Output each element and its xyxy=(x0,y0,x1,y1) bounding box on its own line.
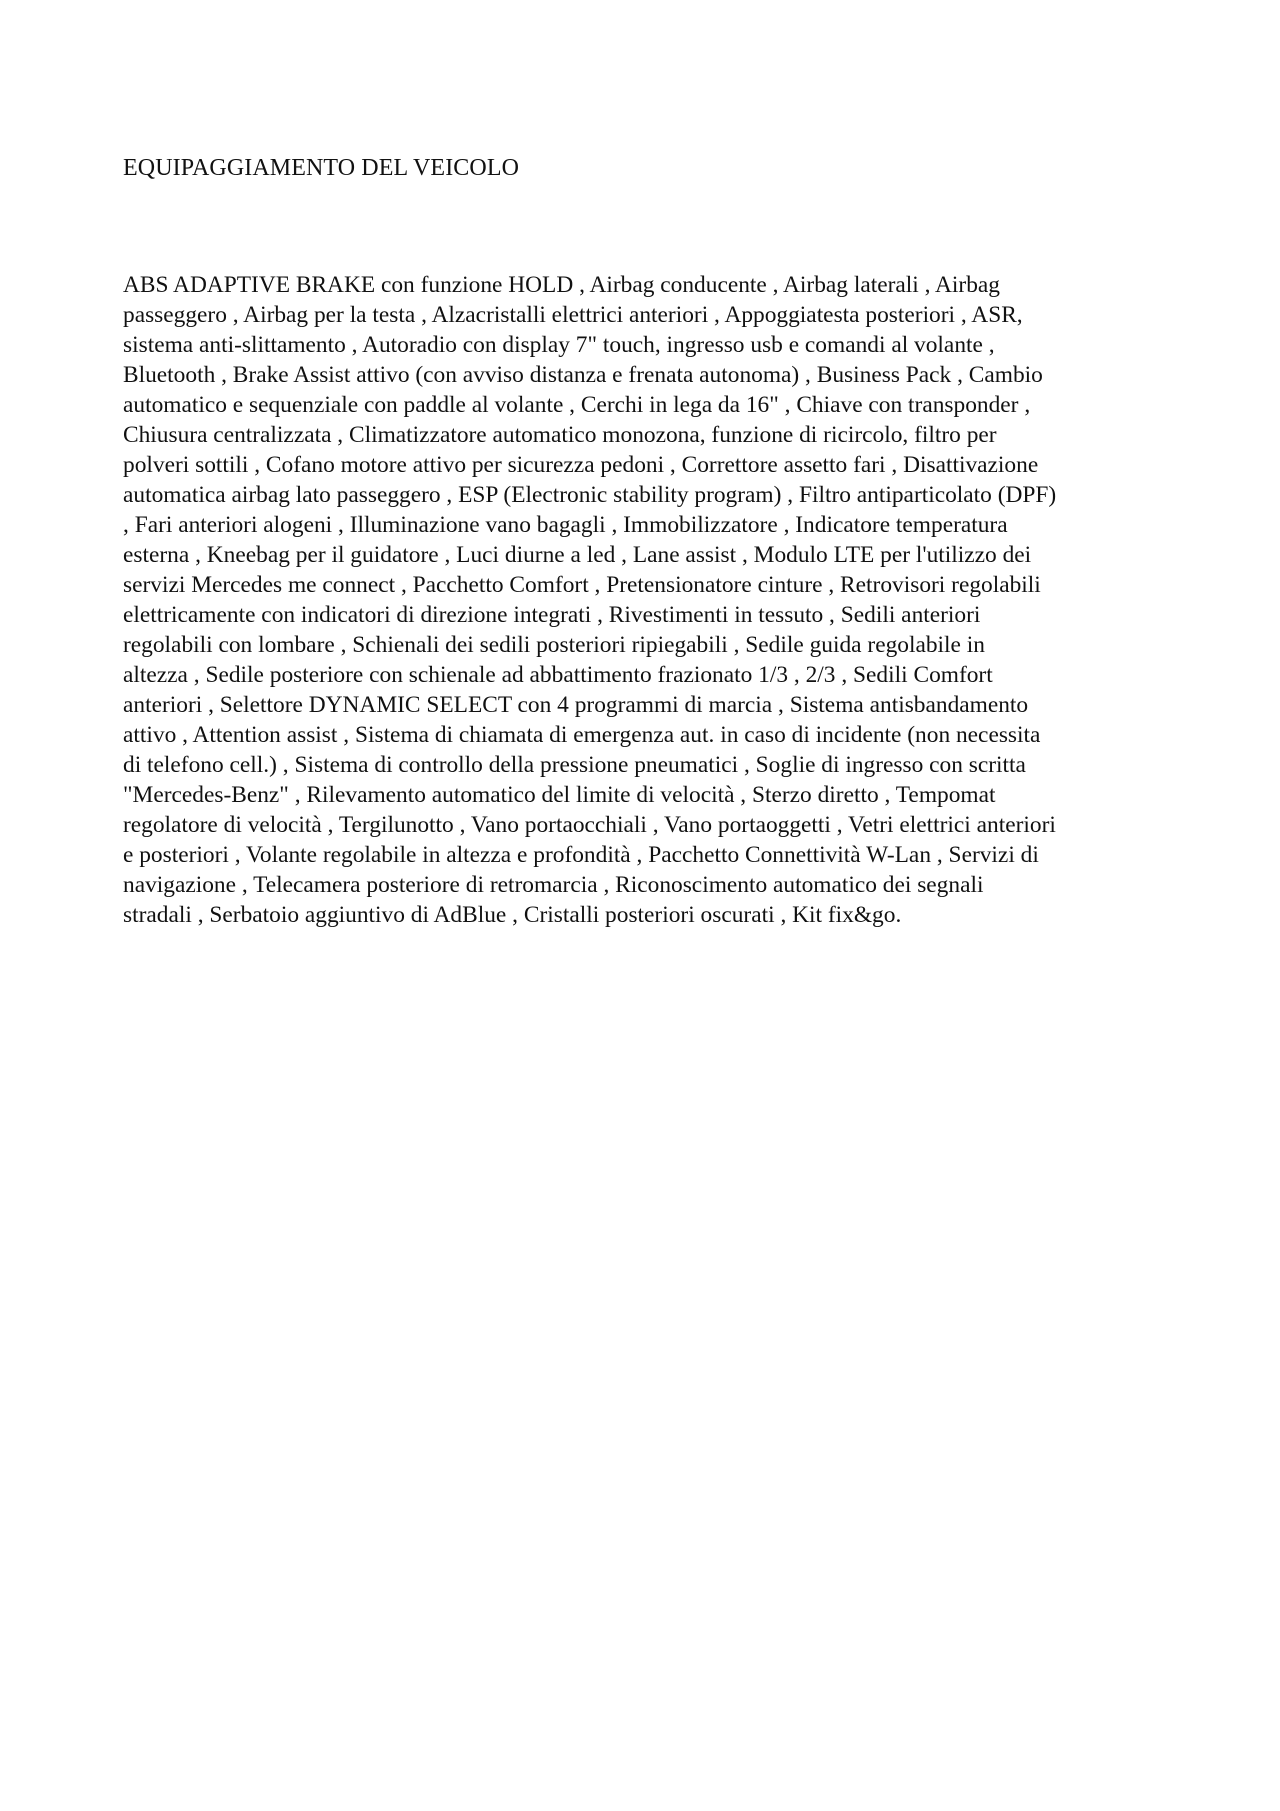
document-title: EQUIPAGGIAMENTO DEL VEICOLO xyxy=(123,155,520,181)
equipment-list-paragraph: ABS ADAPTIVE BRAKE con funzione HOLD , Airbag conducente , Airbag laterali , Airbag passeggero , Airbag per la testa , Alzacristalli elettrici anteriori , Appoggiatesta posteriori , ASR, sistema anti-slittamento , Autoradio con display 7" touch, ingresso usb e comandi al volante , Bluetooth , Brake Assist attivo (con avviso distanza e frenata autonoma) , Business Pack , Cambio automatico e sequenziale con paddle al volante , Cerchi in lega da 16" , Chiave con transponder , Chiusura centralizzata , Climatizzatore automatico monozona, funzione di ricircolo, filtro per polveri sottili , Cofano motore attivo per sicurezza pedoni , Correttore assetto fari , Disattivazione automatica airbag lato passeggero , ESP (Electronic stability program) , Filtro antiparticolato (DPF) , Fari anteriori alogeni , Illuminazione vano bagagli , Immobilizzatore , Indicatore temperatura esterna , Kneebag per il guidatore , Luci diurne a led , Lane assist , Modulo LTE per l'utilizzo dei servizi Mercedes me connect , Pacchetto Comfort , Pretensionatore cinture , Retrovisori regolabili elettricamente con indicatori di direzione integrati , Rivestimenti in tessuto , Sedili anteriori regolabili con lombare , Schienali dei sedili posteriori ripiegabili , Sedile guida regolabile in altezza , Sedile posteriore con schienale ad abbattimento frazionato 1/3 , 2/3 , Sedili Comfort anteriori , Selettore DYNAMIC SELECT con 4 programmi di marcia , Sistema antisbandamento attivo , Attention assist , Sistema di chiamata di emergenza aut. in caso di incidente (non necessita di telefono cell.) , Sistema di controllo della pressione pneumatici , Soglie di ingresso con scritta "Mercedes-Benz" , Rilevamento automatico del limite di velocità , Sterzo diretto , Tempomat regolatore di velocità , Tergilunotto , Vano portaocchiali , Vano portaoggetti , Vetri elettrici anteriori e posteriori , Volante regolabile in altezza e profondità , Pacchetto Connettività W-Lan , Servizi di navigazione , Telecamera posteriore di retromarcia , Riconoscimento automatico dei segnali stradali , Serbatoio aggiuntivo di AdBlue , Cristalli posteriori oscurati , Kit fix&go. xyxy=(123,272,1057,928)
